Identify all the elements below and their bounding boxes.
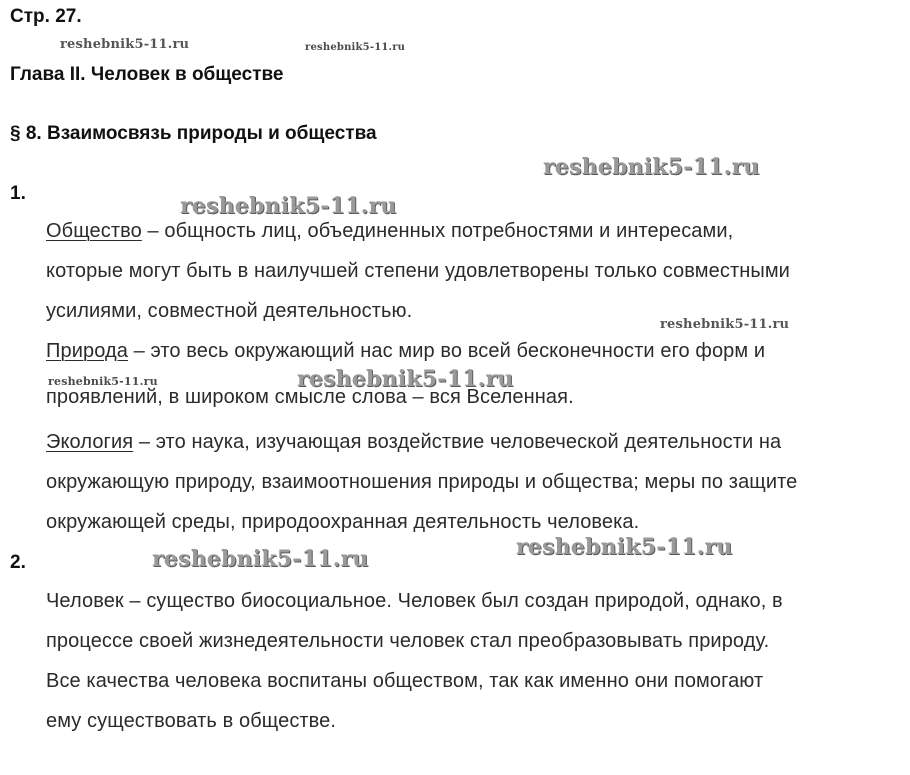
- definition-nature-line-1: Природа – это весь окружающий нас мир во всей бесконечности его форм и: [46, 340, 766, 362]
- task-2-line-4: ему существовать в обществе.: [46, 710, 337, 732]
- definition-ecology-line-1: Экология – это наука, изучающая воздействие человеческой деятельности на: [46, 431, 782, 453]
- term-ecology: Экология: [46, 431, 134, 453]
- watermark: reshebnik5-11.ru: [152, 546, 369, 572]
- watermark: reshebnik5-11.ru: [516, 534, 733, 560]
- term-nature: Природа: [46, 340, 128, 362]
- term-society: Общество: [46, 220, 142, 242]
- definition-society-line-2: которые могут быть в наилучшей степени удовлетворены только совместными: [46, 260, 790, 282]
- task-2-line-1: Человек – существо биосоциальное. Человек был создан природой, однако, в: [46, 590, 783, 612]
- watermark: reshebnik5-11.ru: [60, 37, 190, 52]
- watermark: reshebnik5-11.ru: [305, 42, 406, 53]
- page-number: Стр. 27.: [10, 6, 82, 27]
- definition-nature-line-2: проявлений, в широком смысле слова – вся Вселенная.: [46, 386, 574, 408]
- watermark: reshebnik5-11.ru: [660, 317, 790, 332]
- definition-society-line-3: усилиями, совместной деятельностью.: [46, 300, 413, 322]
- task-2-line-2: процессе своей жизнедеятельности человек стал преобразовывать природу.: [46, 630, 770, 652]
- task-number-1: 1.: [10, 183, 26, 204]
- section-title: § 8. Взаимосвязь природы и общества: [10, 123, 377, 144]
- definition-society-line-1: Общество – общность лиц, объединенных потребностями и интересами,: [46, 220, 734, 242]
- definition-ecology-line-2: окружающую природу, взаимоотношения природы и общества; меры по защите: [46, 471, 798, 493]
- watermark: reshebnik5-11.ru: [48, 375, 158, 388]
- chapter-title: Глава II. Человек в обществе: [10, 64, 284, 85]
- watermark: reshebnik5-11.ru: [297, 366, 514, 392]
- definition-ecology-line-3: окружающей среды, природоохранная деятельность человека.: [46, 511, 640, 533]
- task-number-2: 2.: [10, 552, 26, 573]
- task-2-line-3: Все качества человека воспитаны обществом, так как именно они помогают: [46, 670, 764, 692]
- watermark: reshebnik5-11.ru: [543, 154, 760, 180]
- watermark: reshebnik5-11.ru: [180, 193, 397, 219]
